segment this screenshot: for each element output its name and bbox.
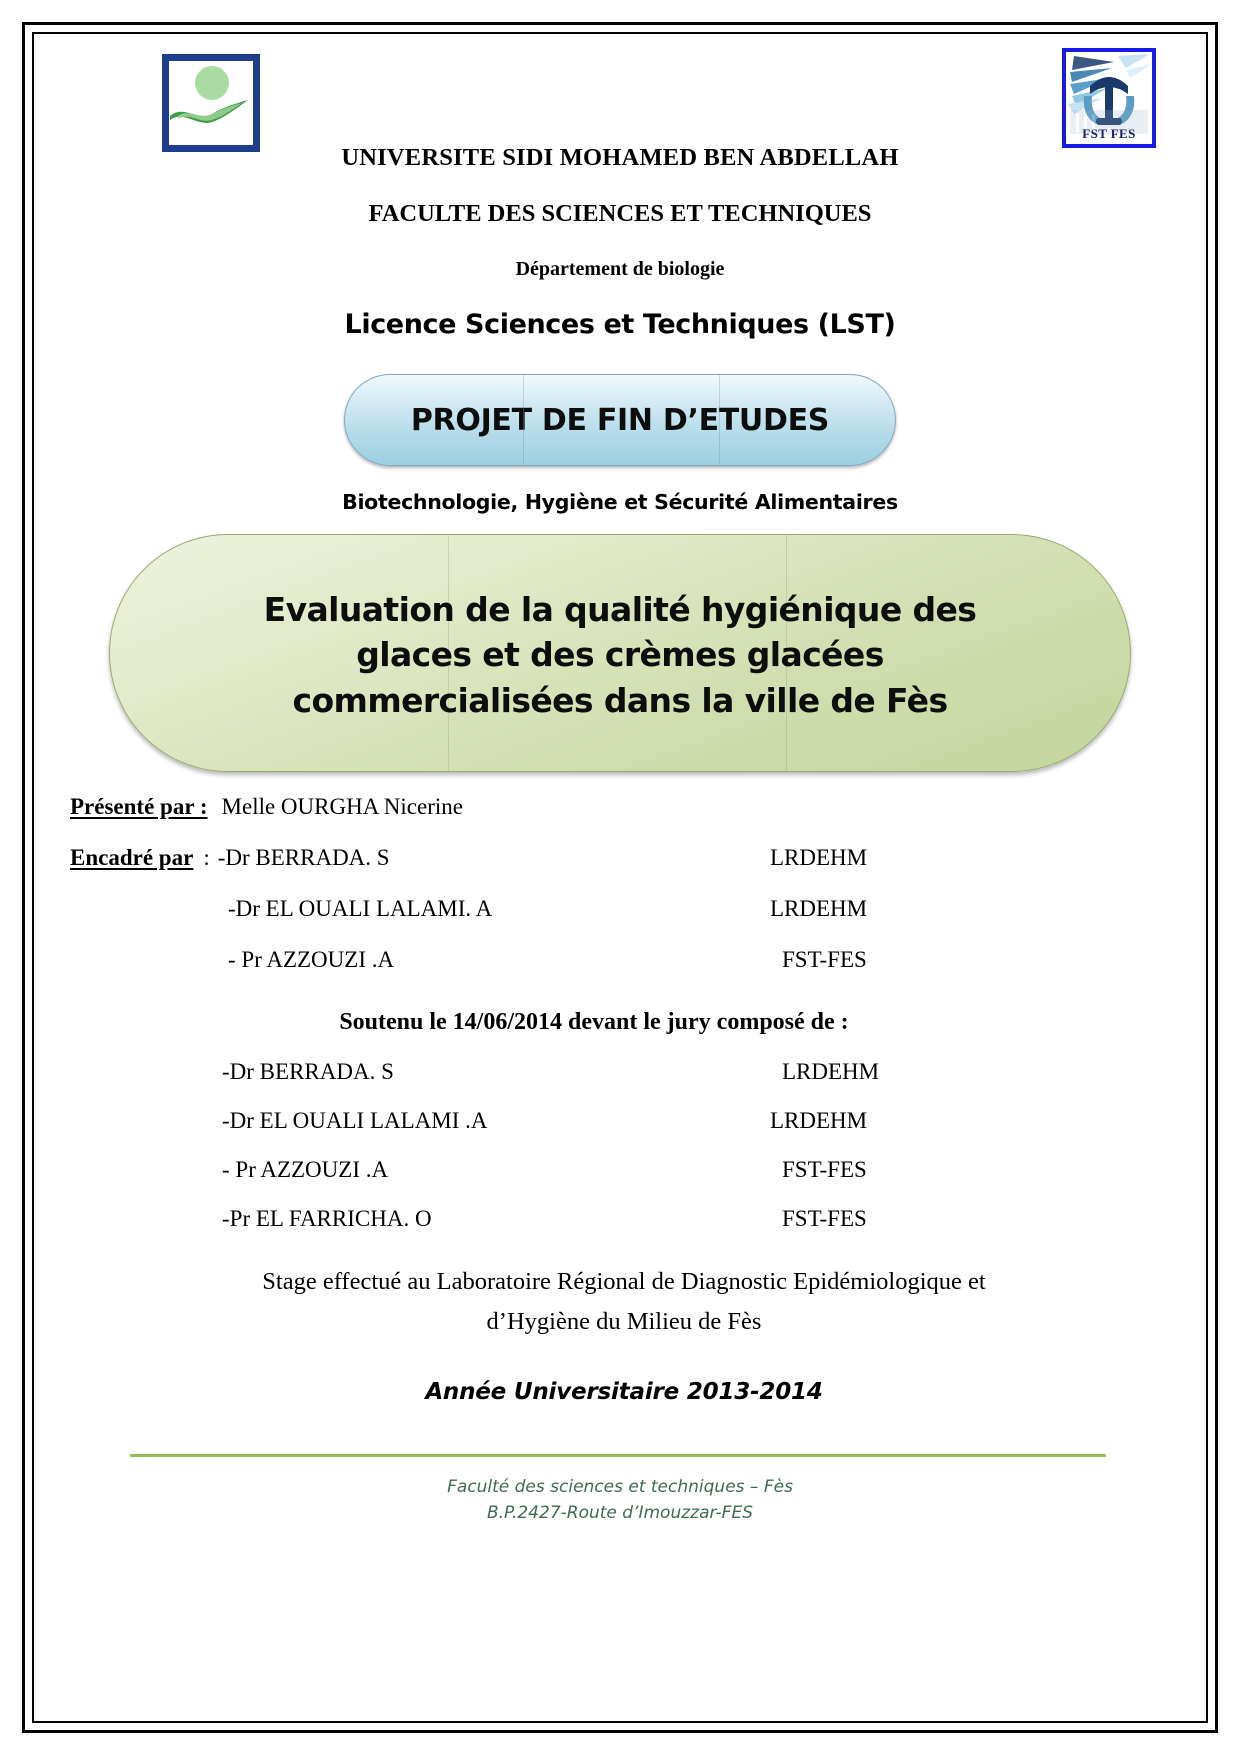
presented-by-value: Melle OURGHA Nicerine: [221, 794, 463, 819]
supervisor-row: [70, 947, 1178, 973]
people-block: [62, 794, 1178, 1405]
internship-line-2: d’Hygiène du Milieu de Fès: [486, 1307, 762, 1335]
jury-member-name: - Pr AZZOUZI .A: [222, 1157, 389, 1182]
defense-heading: Soutenu le 14/06/2014 devant le jury composé de :: [339, 1009, 849, 1035]
thesis-title-line-2: glaces et des crèmes glacées: [356, 635, 884, 675]
supervised-by-colon: :: [203, 845, 210, 870]
thesis-title-container: [62, 534, 1178, 772]
department-name: Département de biologie: [515, 258, 725, 280]
page-footer: [62, 1454, 1178, 1527]
footer-divider: [130, 1454, 1106, 1457]
thesis-title: [204, 587, 1037, 724]
fst-fes-logo-label: FST FES: [1082, 126, 1136, 141]
footer-line-1: Faculté des sciences et techniques – Fès: [447, 1477, 793, 1498]
page-content: [32, 32, 1208, 1723]
jury-member-name: -Pr EL FARRICHA. O: [222, 1206, 432, 1231]
jury-row: [70, 1108, 1178, 1134]
usmba-logo: [162, 54, 260, 152]
supervisor-name: - Pr AZZOUZI .A: [228, 947, 395, 972]
badge-seam-left: [523, 375, 524, 465]
supervised-by-row: [70, 845, 1178, 871]
usmba-logo-graphic: [168, 60, 252, 144]
jury-member-name: -Dr EL OUALI LALAMI .A: [222, 1108, 488, 1133]
supervisor-affiliation: FST-FES: [782, 947, 867, 972]
jury-member-name: -Dr BERRADA. S: [222, 1059, 394, 1084]
degree-name: Licence Sciences et Techniques (LST): [344, 309, 896, 340]
supervisor-row: [70, 896, 1178, 922]
badge-seam-right: [719, 375, 720, 465]
project-badge-container: [62, 374, 1178, 466]
jury-row: [70, 1157, 1178, 1183]
project-badge-label: PROJET DE FIN D’ETUDES: [410, 402, 830, 438]
project-badge: [344, 374, 896, 466]
internship-line-1: Stage effectué au Laboratoire Régional de Diagnostic Epidémiologique et: [262, 1268, 986, 1295]
jury-list: [70, 1059, 1178, 1232]
jury-row: [70, 1206, 1178, 1232]
jury-member-affiliation: LRDEHM: [782, 1059, 880, 1084]
supervisor-name: -Dr EL OUALI LALAMI. A: [228, 896, 493, 921]
specialty-label: Biotechnologie, Hygiène et Sécurité Alimentaires: [342, 490, 898, 514]
presented-by-row: [70, 794, 1178, 820]
supervisor-affiliation: LRDEHM: [770, 845, 868, 870]
footer-line-2: B.P.2427-Route d’Imouzzar-FES: [486, 1503, 753, 1524]
supervisor-name: -Dr BERRADA. S: [217, 845, 390, 870]
footer-address: [62, 1475, 1178, 1527]
jury-member-affiliation: FST-FES: [782, 1157, 867, 1182]
jury-member-affiliation: FST-FES: [782, 1206, 867, 1231]
faculty-name: FACULTE DES SCIENCES ET TECHNIQUES: [368, 200, 872, 227]
thesis-title-line-1: Evaluation de la qualité hygiénique des: [263, 589, 977, 629]
presented-by-label: Présenté par :: [70, 794, 208, 819]
logo-row: [62, 46, 1178, 166]
internship-statement: [70, 1262, 1178, 1341]
university-name: UNIVERSITE SIDI MOHAMED BEN ABDELLAH: [341, 144, 899, 171]
supervised-by-label: Encadré par: [70, 845, 194, 870]
supervisor-affiliation: LRDEHM: [770, 896, 868, 921]
thesis-title-badge: [109, 534, 1131, 772]
thesis-title-line-3: commercialisées dans la ville de Fès: [292, 680, 948, 720]
jury-row: [70, 1059, 1178, 1085]
jury-member-affiliation: LRDEHM: [770, 1108, 868, 1133]
academic-year: Année Universitaire 2013-2014: [425, 1379, 823, 1406]
fst-fes-logo: [1062, 48, 1156, 148]
